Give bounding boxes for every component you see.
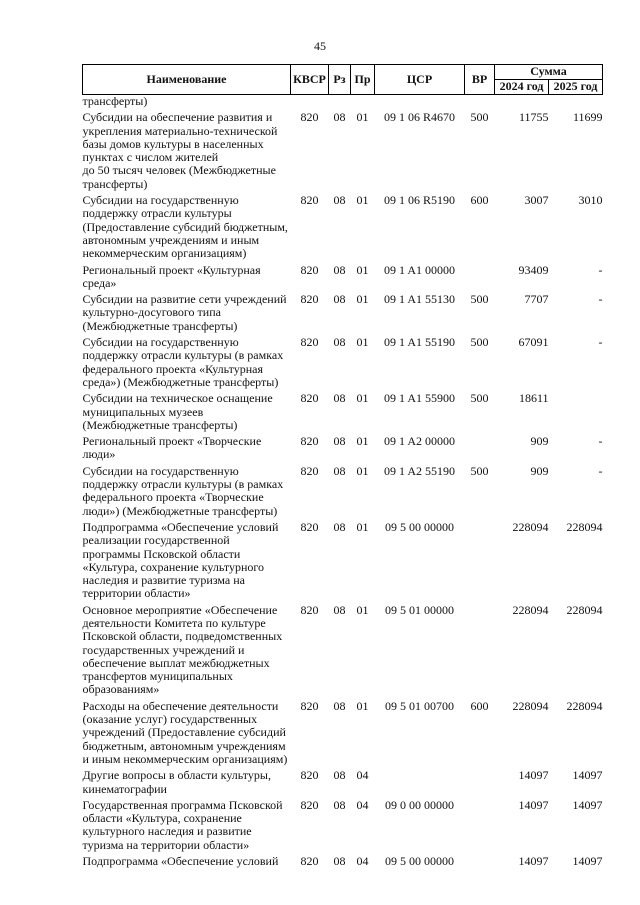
- row-sum-2024: 93409: [518, 262, 549, 277]
- row-pr: 01: [356, 519, 369, 534]
- table-row: [83, 601, 603, 697]
- table-row: [83, 766, 603, 796]
- header-rz: Рз: [329, 65, 351, 95]
- row-sum-2025: 14097: [572, 768, 603, 783]
- row-vr: [465, 766, 495, 796]
- row-csr: 09 1 A2 00000: [383, 434, 455, 449]
- row-sum-2024: 909: [530, 434, 549, 449]
- row-rz: 08: [333, 768, 346, 783]
- row-vr: [465, 518, 495, 601]
- row-pr: [351, 95, 375, 109]
- row-kvsr: 820: [300, 434, 319, 449]
- row-sum-2024: 14097: [518, 854, 549, 869]
- table-row: [83, 290, 603, 333]
- row-rz: 08: [333, 391, 346, 406]
- row-vr: 500: [470, 335, 489, 350]
- row-vr: 500: [470, 292, 489, 307]
- row-rz: 08: [333, 110, 346, 125]
- row-name: Субсидии на государственную поддержку отрасли культуры (в рамках федерального проекта «Культурная среда») (Межбюджетные трансферты): [82, 335, 284, 389]
- row-pr: 04: [356, 854, 369, 869]
- header-kvsr: КВСР: [291, 65, 329, 95]
- row-vr: 600: [470, 193, 489, 208]
- table-header: [83, 65, 603, 95]
- row-csr: 09 5 00 00000: [385, 519, 454, 534]
- row-name: Субсидии на государственную поддержку отрасли культуры (Предоставление субсидий бюджетным, автономным учреждениям и иным некоммерческим организациям): [82, 193, 288, 261]
- table-row: [83, 261, 603, 291]
- table-row: [83, 389, 603, 432]
- row-csr: [375, 766, 465, 796]
- row-sum-2025: 228094: [566, 519, 603, 534]
- row-sum-2024: [495, 95, 549, 109]
- row-kvsr: 820: [300, 698, 319, 713]
- row-kvsr: 820: [300, 335, 319, 350]
- row-csr: 09 1 A1 55130: [383, 292, 455, 307]
- row-kvsr: 820: [300, 797, 319, 812]
- row-rz: 08: [333, 434, 346, 449]
- row-sum-2025: 228094: [566, 698, 603, 713]
- row-sum-2024: 67091: [518, 335, 549, 350]
- header-name: Наименование: [83, 65, 291, 95]
- row-pr: 01: [356, 698, 369, 713]
- row-name: Региональный проект «Культурная среда»: [82, 262, 261, 290]
- row-pr: 01: [356, 335, 369, 350]
- row-rz: 08: [333, 193, 346, 208]
- row-kvsr: 820: [300, 463, 319, 478]
- row-vr: [465, 432, 495, 462]
- row-sum-2025: 14097: [572, 854, 603, 869]
- row-pr: 01: [356, 292, 369, 307]
- row-name: Субсидии на государственную поддержку отрасли культуры (в рамках федерального проекта «Творческие люди») (Межбюджетные трансферты): [82, 463, 284, 518]
- table-row: [83, 191, 603, 260]
- row-rz: 08: [333, 262, 346, 277]
- row-name: Региональный проект «Творческие люди»: [82, 434, 262, 462]
- row-kvsr: 820: [300, 292, 319, 307]
- table-row: [83, 697, 603, 766]
- row-name: Подпрограмма «Обеспечение условий реализации государственной программы Псковской области «Культура, сохранение культурного наследия и развитие туризма на территории области»: [82, 519, 279, 601]
- row-name: Основное мероприятие «Обеспечение деятельности Комитета по культуре Псковской области, подведомственных государственных учреждений и обеспечение выплат межбюджетных трансфертов муниципальных образованиям»: [82, 602, 283, 697]
- row-csr: 09 5 01 00000: [385, 602, 454, 617]
- row-sum-2025: 11699: [572, 110, 603, 125]
- row-sum-2025: -: [598, 262, 603, 277]
- row-sum-2024: 228094: [512, 519, 549, 534]
- row-pr: 01: [356, 391, 369, 406]
- row-name: Расходы на обеспечение деятельности (оказание услуг) государственных учреждений (Предоставление субсидий бюджетным, автономным учреждениям и иным некоммерческим организациям): [82, 698, 288, 766]
- row-vr: [465, 796, 495, 852]
- header-sum: Сумма: [495, 65, 603, 80]
- row-vr: [465, 261, 495, 291]
- row-vr: [465, 601, 495, 697]
- row-rz: 08: [333, 292, 346, 307]
- header-vr: ВР: [465, 65, 495, 95]
- row-sum-2024: 11755: [518, 110, 549, 125]
- header-year-2024: 2024 год: [495, 80, 549, 95]
- row-csr: 09 1 A1 00000: [383, 262, 455, 277]
- row-vr: 500: [470, 110, 489, 125]
- row-sum-2024: 7707: [524, 292, 549, 307]
- row-kvsr: 820: [300, 193, 319, 208]
- row-pr: 01: [356, 434, 369, 449]
- row-rz: 08: [333, 463, 346, 478]
- row-sum-2024: 18611: [518, 391, 549, 406]
- header-pr: Пр: [351, 65, 375, 95]
- row-sum-2025: -: [598, 292, 603, 307]
- row-kvsr: 820: [300, 602, 319, 617]
- row-sum-2025: [549, 95, 603, 109]
- row-sum-2024: 228094: [512, 602, 549, 617]
- row-kvsr: 820: [300, 391, 319, 406]
- row-rz: 08: [333, 854, 346, 869]
- row-csr: 09 5 00 00000: [385, 854, 454, 869]
- row-csr: 09 1 06 R4670: [383, 110, 455, 125]
- row-sum-2025: 3010: [578, 193, 603, 208]
- row-csr: 09 1 A1 55190: [383, 335, 455, 350]
- header-csr: ЦСР: [375, 65, 465, 95]
- row-sum-2025: 228094: [566, 602, 603, 617]
- row-csr: 09 5 01 00700: [385, 698, 454, 713]
- row-sum-2024: 228094: [512, 698, 549, 713]
- row-sum-2025: -: [598, 335, 603, 350]
- row-kvsr: 820: [300, 854, 319, 869]
- row-sum-2024: 14097: [518, 768, 549, 783]
- row-name: Подпрограмма «Обеспечение условий: [82, 854, 279, 869]
- row-name: Другие вопросы в области культуры, кинематографии: [82, 768, 271, 796]
- row-name: Субсидии на обеспечение развития и укрепления материально-технической базы домов культуры в населенных пунктах с числом жителей до 50 тысяч человек (Межбюджетные трансферты): [82, 110, 278, 191]
- row-sum-2024: 3007: [524, 193, 549, 208]
- row-vr: 500: [470, 391, 489, 406]
- row-name: Субсидии на развитие сети учреждений культурно-досугового типа (Межбюджетные трансферты): [82, 292, 287, 333]
- row-rz: 08: [333, 698, 346, 713]
- row-kvsr: 820: [300, 110, 319, 125]
- table-row: [83, 518, 603, 601]
- row-pr: 01: [356, 193, 369, 208]
- row-kvsr: 820: [300, 262, 319, 277]
- table-row: [83, 432, 603, 462]
- table-row: [83, 95, 603, 109]
- row-rz: 08: [333, 335, 346, 350]
- header-year-2025: 2025 год: [549, 80, 603, 95]
- row-vr: 600: [470, 698, 489, 713]
- page-number: 45: [314, 39, 326, 53]
- row-csr: [375, 95, 465, 109]
- row-rz: 08: [333, 602, 346, 617]
- row-pr: 04: [356, 797, 369, 812]
- table-row: [83, 852, 603, 868]
- row-sum-2025: 14097: [572, 797, 603, 812]
- row-pr: 04: [356, 768, 369, 783]
- row-kvsr: 820: [300, 519, 319, 534]
- row-kvsr: 820: [300, 768, 319, 783]
- budget-table: [82, 64, 603, 868]
- row-sum-2024: 909: [530, 463, 549, 478]
- row-sum-2025: -: [598, 434, 603, 449]
- table-row: [83, 796, 603, 852]
- row-csr: 09 1 A2 55190: [383, 463, 455, 478]
- table-row: [83, 108, 603, 191]
- row-vr: [465, 852, 495, 868]
- row-pr: 01: [356, 110, 369, 125]
- row-name: Субсидии на техническое оснащение муниципальных музеев (Межбюджетные трансферты): [82, 391, 273, 432]
- table-body: [83, 95, 603, 869]
- row-sum-2024: 14097: [518, 797, 549, 812]
- row-vr: [465, 95, 495, 109]
- row-sum-2025: [549, 389, 603, 432]
- row-csr: 09 0 00 00000: [385, 797, 454, 812]
- row-pr: 01: [356, 262, 369, 277]
- row-sum-2025: -: [598, 463, 603, 478]
- row-rz: [329, 95, 351, 109]
- table-row: [83, 333, 603, 389]
- row-rz: 08: [333, 519, 346, 534]
- row-pr: 01: [356, 463, 369, 478]
- row-kvsr: [291, 95, 329, 109]
- table-row: [83, 462, 603, 518]
- row-vr: 500: [470, 463, 489, 478]
- row-name: трансферты): [82, 94, 148, 108]
- row-rz: 08: [333, 797, 346, 812]
- row-name: Государственная программа Псковской области «Культура, сохранение культурного наследия и развитие туризма на территории области»: [82, 797, 283, 852]
- row-csr: 09 1 06 R5190: [383, 193, 455, 208]
- row-csr: 09 1 A1 55900: [383, 391, 455, 406]
- row-pr: 01: [356, 602, 369, 617]
